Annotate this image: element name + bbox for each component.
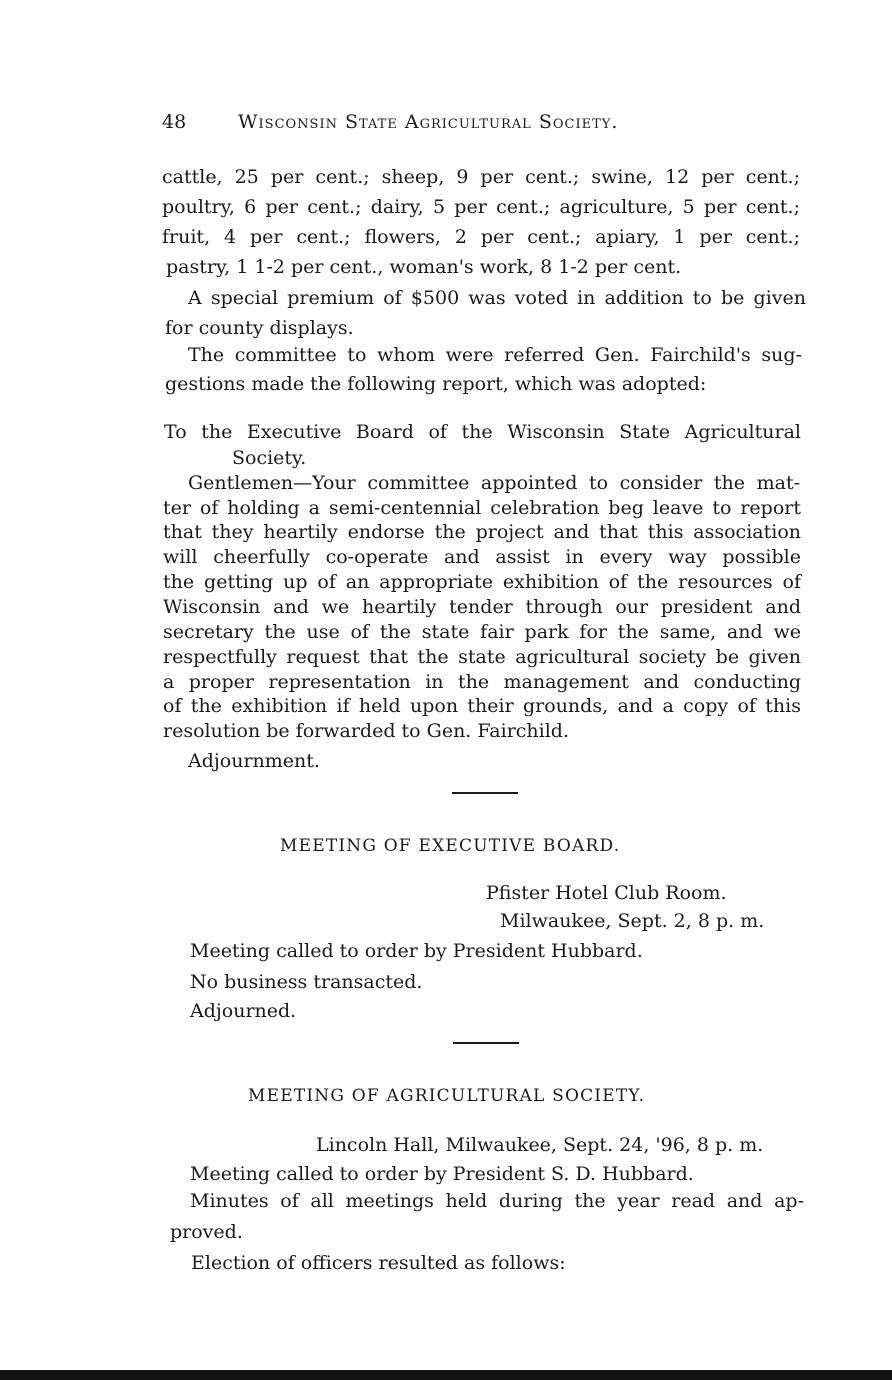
- section2-heading: MEETING OF AGRICULTURAL SOCIETY.: [248, 1086, 646, 1106]
- para3-line-1: The committee to whom were referred Gen. Fairchild's sug-: [188, 344, 802, 366]
- section-divider: [453, 1042, 519, 1044]
- section-divider: [452, 792, 518, 794]
- resolution-line-8: respectfully request that the state agricultural society be given: [163, 646, 801, 668]
- section1-date: Milwaukee, Sept. 2, 8 p. m.: [500, 910, 765, 932]
- section2-minutes-line-1: Minutes of all meetings held during the year read and ap-: [190, 1190, 804, 1212]
- section1-line-1: Meeting called to order by President Hubbard.: [190, 940, 643, 962]
- resolution-line-3: that they heartily endorse the project and that this association: [163, 521, 801, 543]
- running-title: Wisconsin State Agricultural Society.: [238, 111, 619, 133]
- resolution-line-6: Wisconsin and we heartily tender through our president and: [163, 596, 801, 618]
- section1-heading: MEETING OF EXECUTIVE BOARD.: [280, 836, 621, 856]
- para1-line-1: cattle, 25 per cent.; sheep, 9 per cent.; swine, 12 per cent.;: [162, 166, 800, 188]
- section2-election: Election of officers resulted as follows:: [191, 1252, 566, 1274]
- section1-place: Pfister Hotel Club Room.: [486, 882, 727, 904]
- resolution-line-10: of the exhibition if held upon their grounds, and a copy of this: [163, 695, 801, 717]
- section2-place-date: Lincoln Hall, Milwaukee, Sept. 24, '96, 8 p. m.: [316, 1134, 764, 1156]
- para2-line-1: A special premium of $500 was voted in addition to be given: [188, 287, 806, 309]
- section2-call: Meeting called to order by President S. D. Hubbard.: [190, 1163, 694, 1185]
- address-line-2: Society.: [232, 447, 307, 469]
- para3-line-2: gestions made the following report, which was adopted:: [165, 373, 707, 395]
- para1-line-2: poultry, 6 per cent.; dairy, 5 per cent.; agriculture, 5 per cent.;: [162, 196, 800, 218]
- resolution-line-2: ter of holding a semi-centennial celebration beg leave to report: [163, 497, 801, 519]
- adjournment-text: Adjournment.: [188, 750, 320, 772]
- scan-bottom-edge: [0, 1370, 892, 1380]
- para1-line-4: pastry, 1 1-2 per cent., woman's work, 8 1-2 per cent.: [166, 256, 682, 278]
- section1-line-2: No business transacted.: [190, 971, 423, 993]
- page-number: 48: [162, 111, 187, 133]
- resolution-line-9: a proper representation in the management and conducting: [163, 671, 801, 693]
- address-line-1: To the Executive Board of the Wisconsin State Agricultural: [164, 421, 801, 443]
- section1-line-3: Adjourned.: [190, 1000, 297, 1022]
- resolution-line-11: resolution be forwarded to Gen. Fairchild.: [163, 720, 570, 742]
- para1-line-3: fruit, 4 per cent.; flowers, 2 per cent.; apiary, 1 per cent.;: [162, 226, 800, 248]
- resolution-line-7: secretary the use of the state fair park for the same, and we: [163, 621, 801, 643]
- section2-minutes-line-2: proved.: [170, 1221, 243, 1243]
- resolution-line-5: the getting up of an appropriate exhibition of the resources of: [163, 571, 801, 593]
- resolution-line-4: will cheerfully co-operate and assist in every way possible: [163, 546, 801, 568]
- para2-line-2: for county displays.: [165, 317, 354, 339]
- resolution-line-1: Gentlemen—Your committee appointed to consider the mat-: [188, 472, 800, 494]
